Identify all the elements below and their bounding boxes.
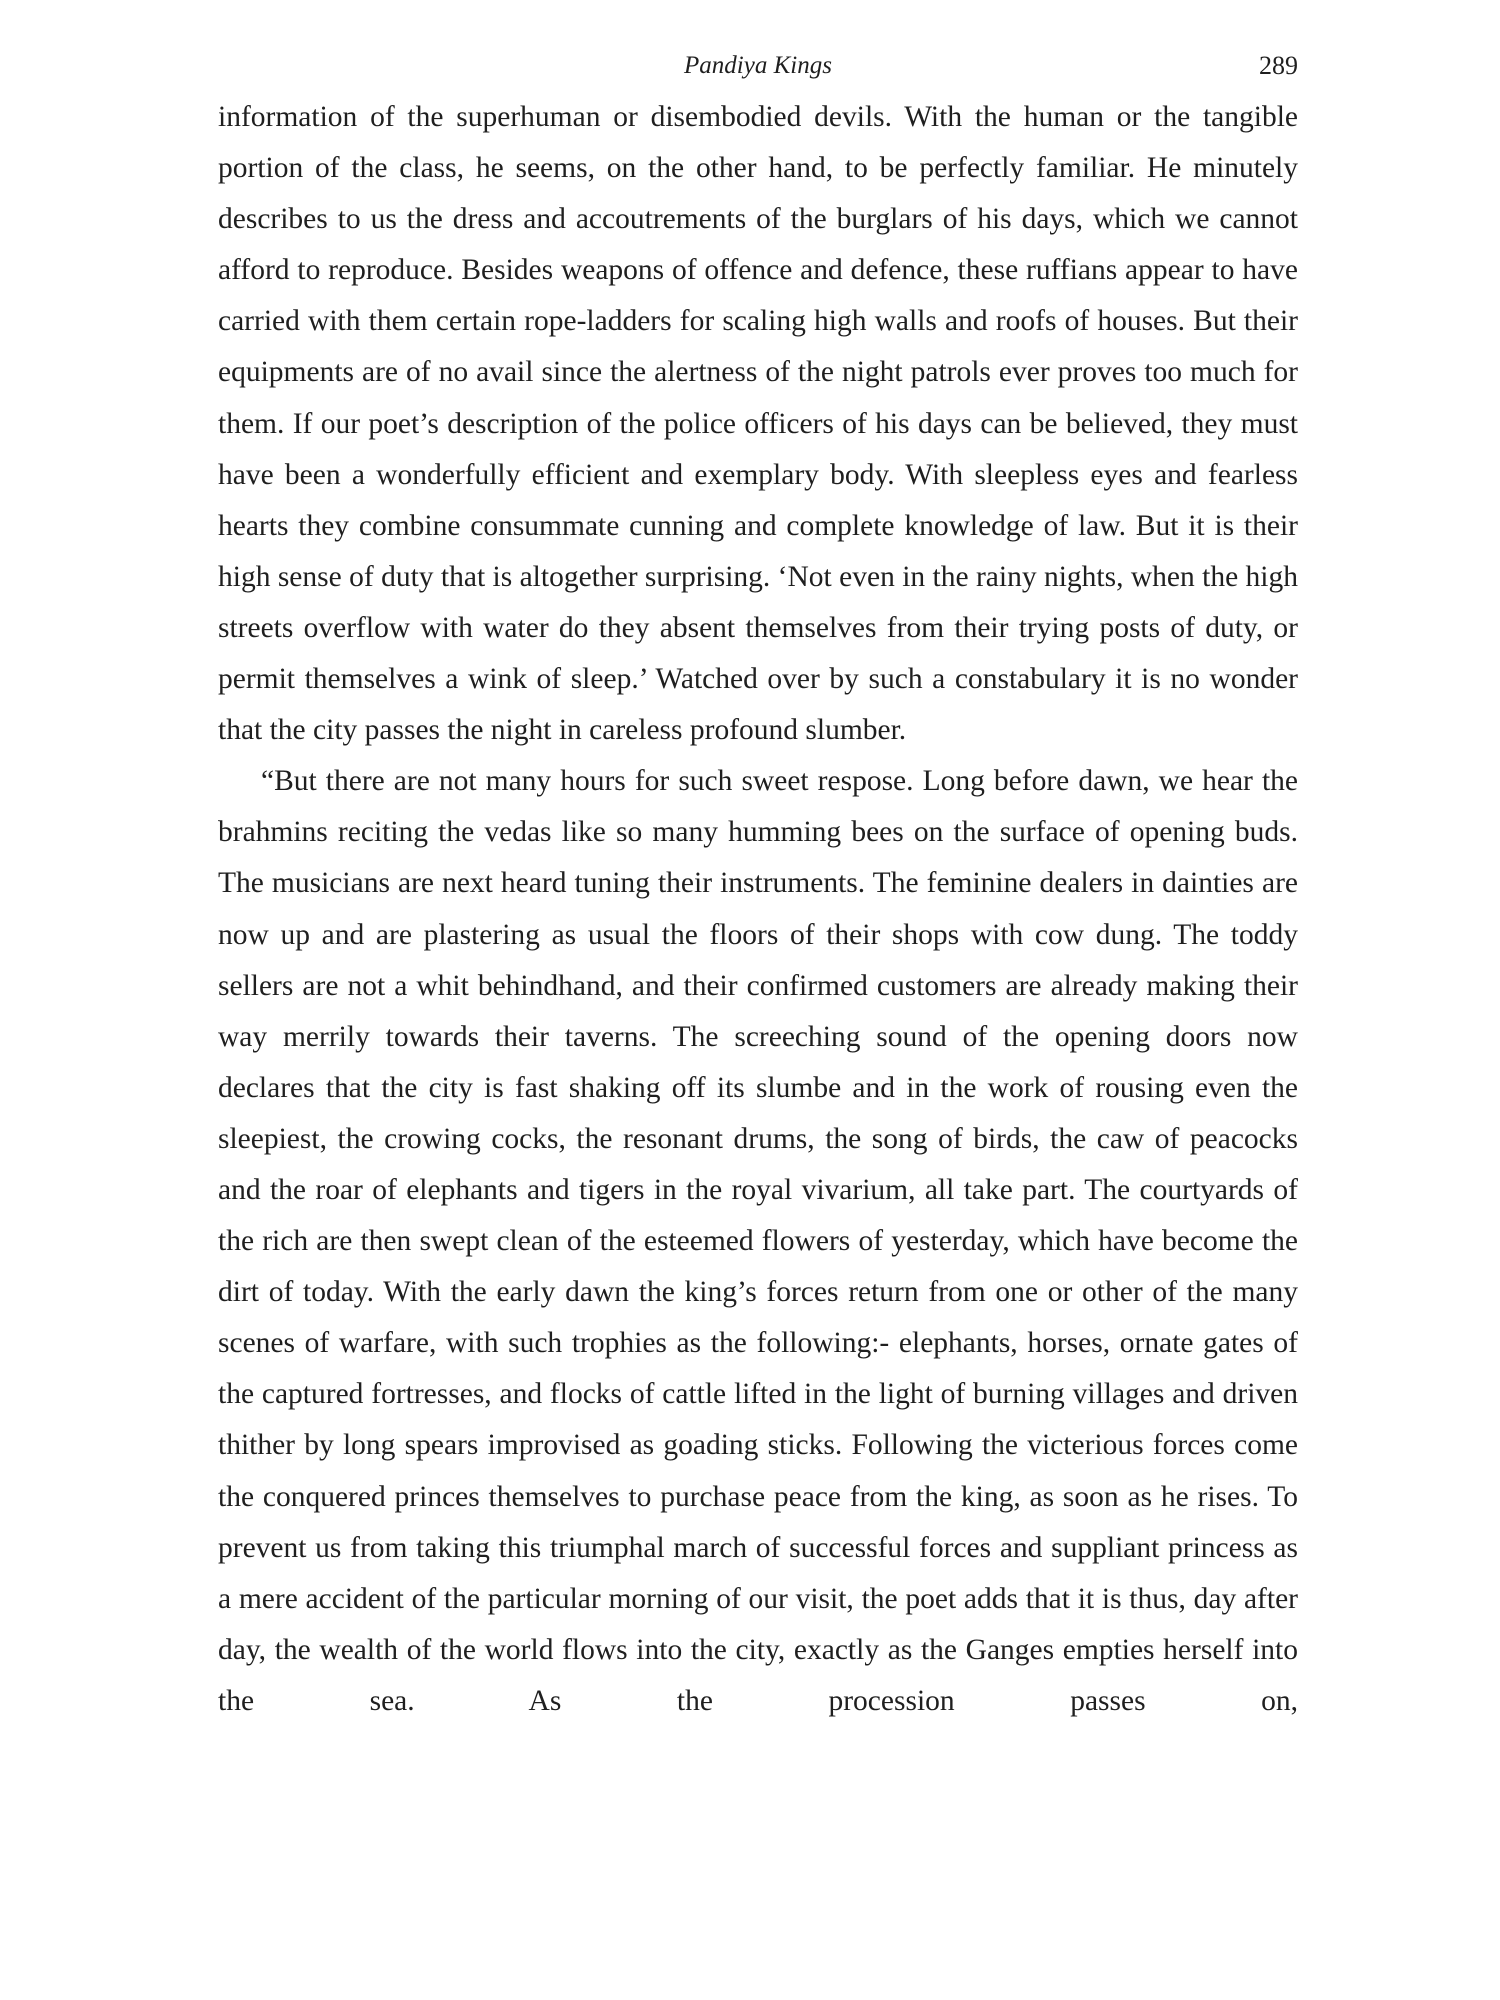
running-title: Pandiya Kings [684, 52, 832, 79]
page-number: 289 [1259, 51, 1298, 80]
body-text [218, 92, 1298, 1727]
running-head [218, 46, 1298, 86]
paragraph-continued: information of the superhuman or disembodied devils. With the human or the tangible portion of the class, he seems, on the other hand, to be perfectly familiar. He minutely describes to us the dress and accoutrements of the burglars of his days, which we cannot afford to reproduce. Besides weapons of offence and defence, these ruffians appear to have carried with them certain rope-ladders for scaling high walls and roofs of houses. But their equipments are of no avail since the alertness of the night patrols ever proves too much for them. If our poet’s description of the police officers of his days can be believed, they must have been a wonderfully efficient and exemplary body. With sleepless eyes and fearless hearts they combine consummate cunning and complete knowledge of law. But it is their high sense of duty that is altogether surprising. ‘Not even in the rainy nights, when the high streets overflow with water do they absent themselves from their trying posts of duty, or permit themselves a wink of sleep.’ Watched over by such a constabulary it is no wonder that the city passes the night in careless profound slumber. [218, 101, 1298, 747]
paragraph-quotation: “But there are not many hours for such sweet respose. Long before dawn, we hear the brahmins reciting the vedas like so many humming bees on the surface of opening buds. The musicians are next heard tuning their instruments. The feminine dealers in dainties are now up and are plastering as usual the floors of their shops with cow dung. The toddy sellers are not a whit behindhand, and their confirmed customers are already making their way merrily towards their taverns. The screeching sound of the opening doors now declares that the city is fast shaking off its slumbe and in the work of rousing even the sleepiest, the crowing cocks, the resonant drums, the song of birds, the caw of peacocks and the roar of elephants and tigers in the royal vivarium, all take part. The courtyards of the rich are then swept clean of the esteemed flowers of yesterday, which have become the dirt of today. With the early dawn the king’s forces return from one or other of the many scenes of warfare, with such trophies as the following:- elephants, horses, ornate gates of the captured fortresses, and flocks of cattle lifted in the light of burning villages and driven thither by long spears improvised as goading sticks. Following the victerious forces come the conquered princes themselves to purchase peace from the king, as soon as he rises. To prevent us from taking this triumphal march of successful forces and suppliant princess as a mere accident of the particular morning of our visit, the poet adds that it is thus, day after day, the wealth of the world flows into the city, exactly as the Ganges empties herself into the sea. As the procession passes on, [218, 765, 1298, 1717]
